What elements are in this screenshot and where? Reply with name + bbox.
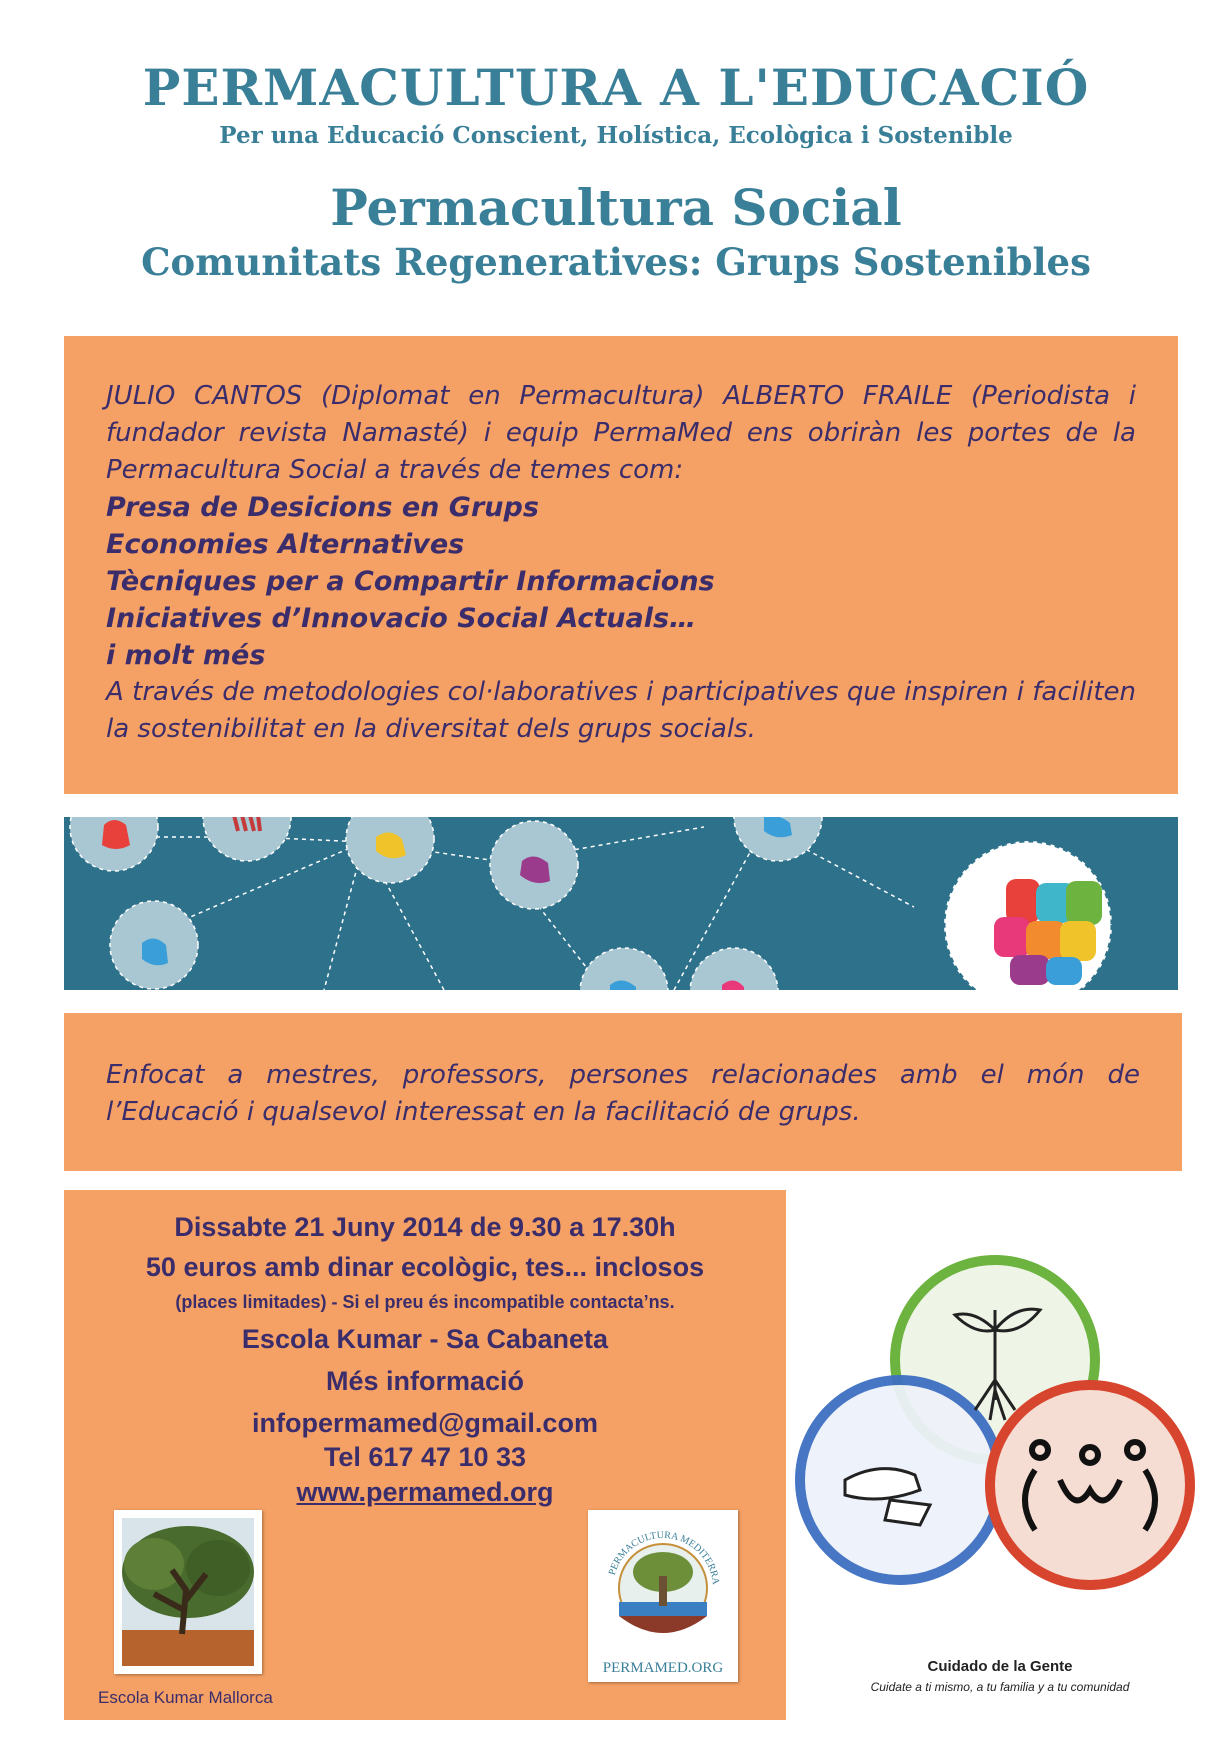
section-subheading: Comunitats Regeneratives: Grups Sostenibles [141,240,1091,284]
description-closing: A través de metodologies col·laboratives i participatives que inspiren i faciliten la sostenibilitat en la diversitat dels grups socials. [106,677,1136,744]
audience-box [64,1013,1182,1171]
tree-image [114,1510,262,1674]
topic-item: Economies Alternatives [106,529,465,560]
more-info-label: Més informació [325,1366,525,1396]
permamed-caption: PERMAMED.ORG [602,1660,724,1676]
tree-caption: Escola Kumar Mallorca [98,1688,273,1707]
permamed-logo-icon [588,1510,738,1660]
hands-network-illustration [64,817,1178,990]
topic-item: i molt més [106,640,266,671]
event-note: (places limitades) - Si el preu és incompatible contacta’ns. [175,1292,675,1312]
topic-item: Presa de Desicions en Grups [106,492,539,523]
contact-phone: Tel 617 47 10 33 [323,1442,527,1472]
event-venue: Escola Kumar - Sa Cabaneta [241,1324,609,1354]
contact-email[interactable]: infopermamed@gmail.com [252,1408,598,1438]
tree-photo [114,1510,262,1674]
care-title: Cuidado de la Gente [927,1658,1073,1675]
event-price: 50 euros amb dinar ecològic, tes... inclosos [145,1252,705,1282]
audience-text: Enfocat a mestres, professors, persones relacionades amb el món de l’Educació i qualsevol interessat en la facilitació de grups. [106,1060,1140,1127]
care-circles-illustration [790,1250,1210,1670]
care-subtitle: Cuidate a ti mismo, a tu familia y a tu comunidad [870,1680,1130,1694]
logo-ring-text: PERMACULTURA MEDITERRA [606,1529,721,1586]
topic-item: Tècniques per a Compartir Informacions [106,566,715,597]
permamed-logo [588,1510,738,1682]
description-content [106,378,1136,748]
event-date: Dissabte 21 Juny 2014 de 9.30 a 17.30h [174,1212,676,1242]
description-intro: JULIO CANTOS (Diplomat en Permacultura) ALBERTO FRAILE (Periodista i fundador revista Namasté) i equip PermaMed ens obriràn les portes de la Permacultura Social a través de temes com: [106,381,1136,485]
page-subtitle: Per una Educació Conscient, Holística, Ecològica i Sostenible [219,122,1013,149]
ethics-circles-graphic [790,1250,1210,1670]
page-title: PERMACULTURA A L'EDUCACIÓ [142,58,1090,117]
website-link[interactable]: www.permamed.org [296,1477,554,1507]
description-box [64,336,1178,794]
section-heading: Permacultura Social [330,178,902,237]
hands-network-banner [64,817,1178,990]
topic-item: Iniciatives d’Innovacio Social Actuals… [106,603,697,634]
